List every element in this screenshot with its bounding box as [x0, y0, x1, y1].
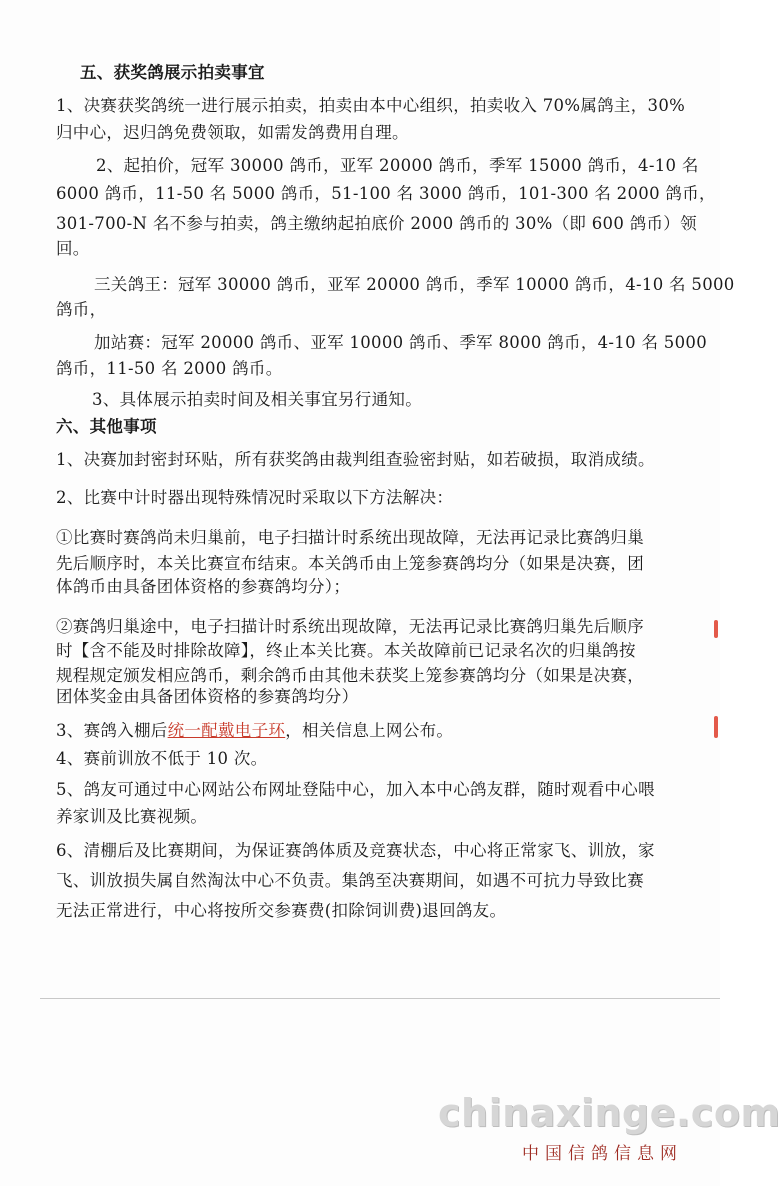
s5-p2-line1: 2、起拍价，冠军 30000 鸽币，亚军 20000 鸽币，季军 15000 鸽币，4-10 名 — [96, 156, 699, 175]
scan-edge-mark — [714, 620, 718, 638]
s6-p6: 4、赛前训放不低于 10 次。 — [56, 749, 268, 768]
s5-p2-line3: 301-700-N 名不参与拍卖，鸽主缴纳起拍底价 2000 鸽币的 30%（即 600 鸽币）领 — [56, 214, 697, 233]
s5-p3-line1: 三关鸽王：冠军 30000 鸽币，亚军 20000 鸽币，季军 10000 鸽币，4-10 名 5000 — [94, 275, 735, 294]
electronic-ring-link[interactable]: 统一配戴电子环 — [167, 721, 286, 740]
s6-p5 — [56, 720, 453, 742]
s6-p5-post: ，相关信息上网公布。 — [285, 721, 454, 740]
s5-p2-line2: 6000 鸽币，11-50 名 5000 鸽币，51-100 名 3000 鸽币，101-300 名 2000 鸽币， — [56, 184, 716, 203]
s6-p1: 1、决赛加封密封环贴，所有获奖鸽由裁判组查验密封贴，如若破损，取消成绩。 — [56, 450, 655, 469]
s6-p4-line2: 时【含不能及时排除故障】，终止本关比赛。本关故障前已记录名次的归巢鸽按 — [56, 641, 636, 660]
watermark-site: chinaxinge.com — [438, 1091, 781, 1135]
s6-p3-line2: 先后顺序时，本关比赛宣布结束。本关鸽币由上笼参赛鸽均分（如果是决赛，团 — [56, 554, 644, 573]
page-bottom-divider — [40, 998, 720, 999]
section-6-heading: 六、其他事项 — [56, 417, 157, 436]
s5-p4-line2: 鸽币，11-50 名 2000 鸽币。 — [56, 359, 283, 378]
s5-p5: 3、具体展示拍卖时间及相关事宜另行通知。 — [92, 390, 422, 409]
s5-p1-line2: 归中心，迟归鸽免费领取，如需发鸽费用自理。 — [56, 123, 409, 142]
s5-p3-line2: 鸽币， — [56, 300, 107, 319]
watermark-site-name: 中国信鸽信息网 — [522, 1144, 683, 1164]
scan-edge-mark — [714, 716, 718, 738]
s5-p1-line1: 1、决赛获奖鸽统一进行展示拍卖，拍卖由本中心组织，拍卖收入 70%属鸽主，30% — [56, 96, 686, 115]
s6-p7-line1: 5、鸽友可通过中心网站公布网址登陆中心，加入本中心鸽友群，随时观看中心喂 — [56, 780, 655, 799]
s6-p4-line3: 规程规定颁发相应鸽币，剩余鸽币由其他未获奖上笼参赛鸽均分（如果是决赛， — [56, 666, 644, 685]
s6-p8-line1: 6、清棚后及比赛期间，为保证赛鸽体质及竞赛状态，中心将正常家飞、训放，家 — [56, 841, 655, 860]
s6-p3-line3: 体鸽币由具备团体资格的参赛鸽均分）； — [56, 577, 351, 596]
s6-p5-pre: 3、赛鸽入棚后 — [56, 721, 168, 740]
s5-p4-line1: 加站赛：冠军 20000 鸽币、亚军 10000 鸽币、季军 8000 鸽币，4-10 名 5000 — [94, 333, 707, 352]
s5-p2-line4: 回。 — [56, 239, 90, 258]
s6-p7-line2: 养家训及比赛视频。 — [56, 807, 208, 826]
s6-p8-line2: 飞、训放损失属自然淘汰中心不负责。集鸽至决赛期间，如遇不可抗力导致比赛 — [56, 871, 644, 890]
s6-p3-line1: ①比赛时赛鸽尚未归巢前，电子扫描计时系统出现故障，无法再记录比赛鸽归巢 — [56, 528, 644, 547]
s6-p4-line1: ②赛鸽归巢途中，电子扫描计时系统出现故障，无法再记录比赛鸽归巢先后顺序 — [56, 617, 644, 636]
s6-p4-line4: 团体奖金由具备团体资格的参赛鸽均分） — [56, 687, 359, 706]
s6-p2: 2、比赛中计时器出现特殊情况时采取以下方法解决： — [56, 488, 454, 507]
s6-p8-line3: 无法正常进行，中心将按所交参赛费(扣除饲训费)退回鸽友。 — [56, 901, 507, 920]
section-5-heading: 五、获奖鸽展示拍卖事宜 — [80, 63, 265, 82]
